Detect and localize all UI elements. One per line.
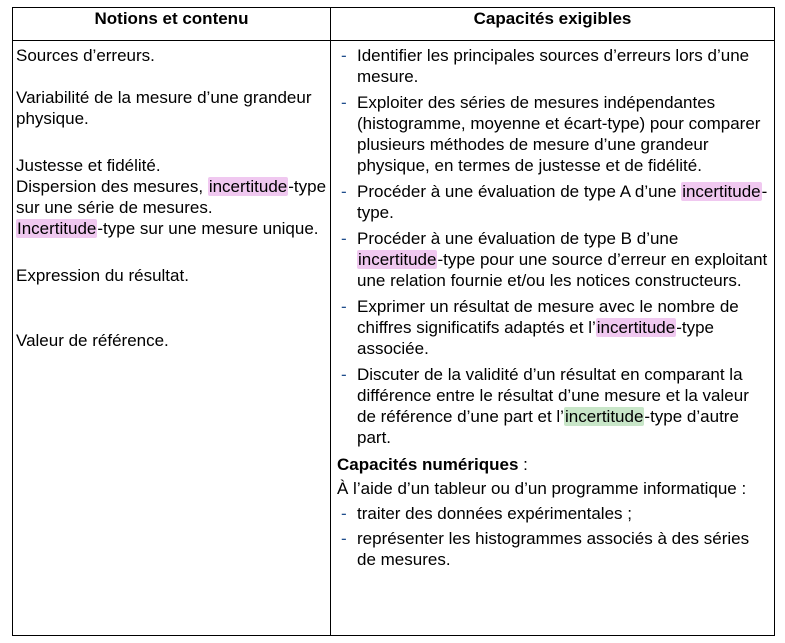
numerique-item: [337, 528, 768, 570]
notion-dispersion-text-end: -type sur une série de mesures.: [16, 177, 327, 217]
highlight-incertitude: incertitude: [596, 318, 676, 337]
notion-sources-erreurs: Sources d’erreurs.: [16, 46, 155, 65]
capacites-list: [337, 45, 768, 448]
notion-dispersion: [16, 176, 327, 218]
capacite-item: [337, 181, 768, 223]
capacites-numeriques-intro: À l’aide d’un tableur ou d’un programme informatique :: [337, 479, 747, 498]
capacite-text-end: -type d’autre part.: [357, 407, 739, 447]
capacite-text: Exploiter des séries de mesures indépendantes (histogramme, moyenne et écart-type) pour comparer plusieurs méthodes de mesure d’une grandeur physique, en termes de justesse et de fidélité.: [357, 93, 761, 175]
notion-justesse-fidelite: Justesse et fidélité.: [16, 156, 161, 175]
capacite-text-end: -type associée.: [357, 318, 714, 358]
capacite-text: Procéder à une évaluation de type B d’une: [357, 229, 679, 248]
numeriques-list: [337, 503, 768, 570]
dash-bullet: -: [341, 529, 347, 548]
dash-bullet: -: [341, 229, 347, 248]
capacite-item: [337, 228, 768, 291]
notion-variabilite: Variabilité de la mesure d’une grandeur physique.: [16, 88, 312, 128]
capacites-numeriques-heading: Capacités numériques: [337, 455, 519, 474]
curriculum-table: [12, 7, 775, 636]
capacite-item: [337, 92, 768, 176]
capacites-cell: [331, 41, 775, 636]
notion-dispersion-text: Dispersion des mesures,: [16, 177, 208, 196]
dash-bullet: -: [341, 365, 347, 384]
highlight-incertitude-green: incertitude: [564, 407, 644, 426]
capacite-text-end: -type.: [357, 182, 768, 222]
notions-cell: [13, 41, 331, 636]
capacite-text: Discuter de la validité d’un résultat en comparant la différence entre le résultat d’une mesure et la valeur de référence d’une part et l’: [357, 365, 749, 426]
heading-colon: :: [518, 455, 528, 474]
capacites-numeriques-title: [337, 454, 768, 475]
capacite-item: [337, 45, 768, 87]
capacite-text-end: -type pour une source d’erreur en exploitant une relation fournie et/ou les notices constructeurs.: [357, 250, 768, 290]
numerique-text: représenter les histogrammes associés à des séries de mesures.: [357, 529, 750, 569]
numerique-item: [337, 503, 768, 524]
capacite-item: [337, 296, 768, 359]
highlight-incertitude: incertitude: [208, 177, 288, 196]
dash-bullet: -: [341, 297, 347, 316]
dash-bullet: -: [341, 46, 347, 65]
numerique-text: traiter des données expérimentales ;: [357, 504, 632, 523]
capacite-text: Procéder à une évaluation de type A d’une: [357, 182, 682, 201]
capacite-item: [337, 364, 768, 448]
notion-expression-resultat: Expression du résultat.: [16, 266, 189, 285]
dash-bullet: -: [341, 182, 347, 201]
notion-valeur-reference: Valeur de référence.: [16, 331, 169, 350]
highlight-incertitude: incertitude: [358, 250, 437, 269]
header-notions: Notions et contenu: [13, 8, 331, 41]
dash-bullet: -: [341, 93, 347, 112]
highlight-incertitude: Incertitude: [17, 219, 97, 238]
highlight-incertitude: incertitude: [682, 182, 761, 201]
notion-incertitude-unique-text: -type sur une mesure unique.: [97, 219, 319, 238]
dash-bullet: -: [341, 504, 347, 523]
notion-incertitude-unique: [16, 218, 327, 239]
header-capacites: Capacités exigibles: [331, 8, 775, 41]
header-row: [13, 8, 775, 41]
capacite-text: Exprimer un résultat de mesure avec le nombre de chiffres significatifs adaptés et l’: [357, 297, 739, 337]
capacite-text: Identifier les principales sources d’erreurs lors d’une mesure.: [357, 46, 750, 86]
content-row: [13, 41, 775, 636]
